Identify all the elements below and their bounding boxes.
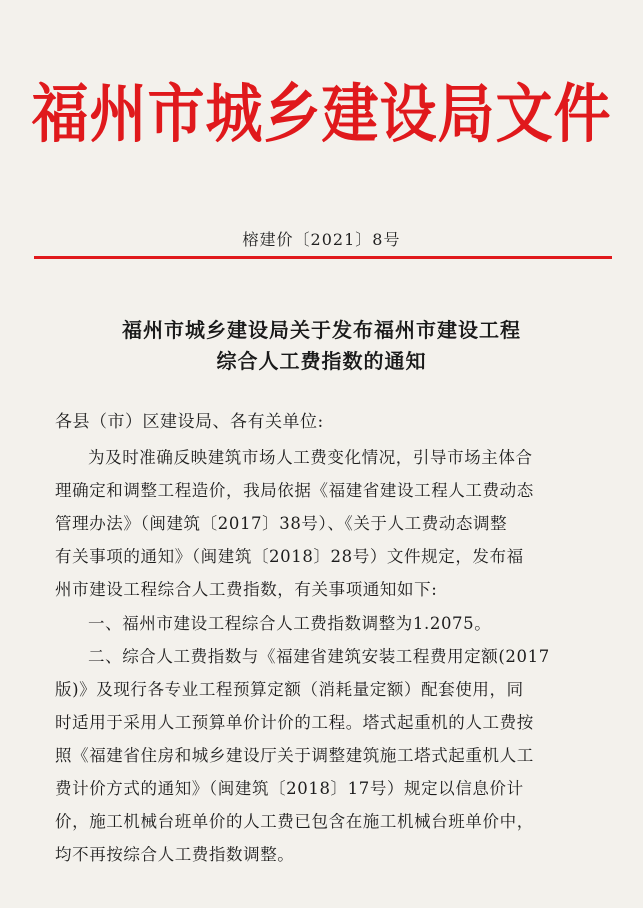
document-number: 榕建价〔2021〕8号	[242, 230, 401, 249]
body-line: 均不再按综合人工费指数调整。	[55, 845, 295, 864]
agency-title: 福州市城乡建设局文件	[31, 76, 612, 152]
body-line: 管理办法》（闽建筑〔2017〕38号）、《关于人工费动态调整	[55, 514, 508, 533]
body-line: 二、综合人工费指数与《福建省建筑安装工程费用定额(2017	[88, 647, 550, 666]
body-line: 价，施工机械台班单价的人工费已包含在施工机械台班单价中，	[55, 812, 534, 831]
salutation: 各县（市）区建设局、各有关单位:	[55, 412, 324, 432]
notice-title-line-1: 福州市城乡建设局关于发布福州市建设工程	[122, 318, 521, 342]
body-line: 州市建设工程综合人工费指数，有关事项通知如下:	[55, 580, 438, 599]
body-line: 照《福建省住房和城乡建设厅关于调整建筑施工塔式起重机人工	[55, 746, 534, 765]
body-line: 有关事项的通知》（闽建筑〔2018〕28号）文件规定，发布福	[55, 547, 524, 566]
body-line: 版)》及现行各专业工程预算定额（消耗量定额）配套使用，同	[55, 680, 524, 699]
body-line: 理确定和调整工程造价，我局依据《福建省建设工程人工费动态	[55, 481, 534, 500]
body-line: 费计价方式的通知》（闽建筑〔2018〕17号）规定以信息价计	[55, 779, 524, 798]
notice-title-line-2: 综合人工费指数的通知	[216, 349, 427, 373]
body-line: 为及时准确反映建筑市场人工费变化情况，引导市场主体合	[88, 448, 533, 467]
body-line: 一、福州市建设工程综合人工费指数调整为1.2075。	[88, 614, 492, 633]
red-divider-line	[34, 256, 612, 259]
body-line: 时适用于采用人工预算单价计价的工程。塔式起重机的人工费按	[55, 713, 534, 732]
